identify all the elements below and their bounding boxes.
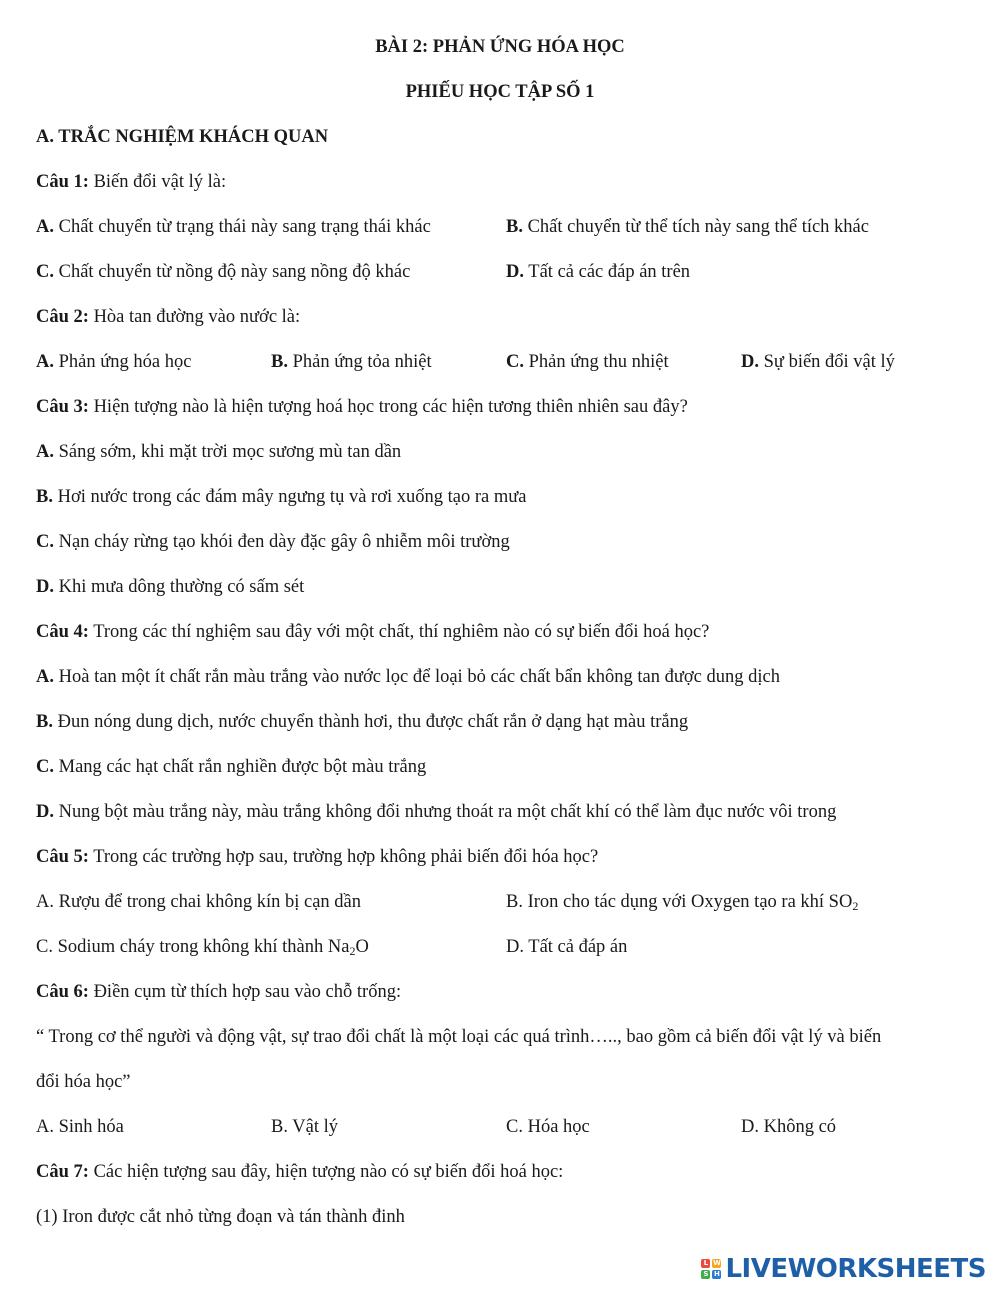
q6-option-a[interactable]: A. Sinh hóa xyxy=(36,1117,124,1137)
q3-option-d[interactable]: D. Khi mưa dông thường có sấm sét xyxy=(36,577,305,597)
q5-option-b[interactable]: B. Iron cho tác dụng với Oxygen tạo ra khí $SO_2$ xyxy=(506,892,859,913)
q4-option-a[interactable]: A. Hoà tan một ít chất rắn màu trắng vào nước lọc để loại bỏ các chất bẩn không tan được dung dịch xyxy=(36,667,780,687)
question-label: Câu 1: xyxy=(36,172,89,192)
question-text: Biến đổi vật lý là: xyxy=(88,172,227,192)
question-1 xyxy=(36,171,226,193)
section-heading: A. TRẮC NGHIỆM KHÁCH QUAN xyxy=(36,127,329,147)
question-3: Câu 3: Hiện tượng nào là hiện tượng hoá học trong các hiện tương thiên nhiên sau đây? xyxy=(36,397,688,417)
question-7: Câu 7: Các hiện tượng sau đây, hiện tượng nào có sự biến đổi hoá học: xyxy=(36,1162,564,1182)
q1-option-d[interactable]: D. Tất cả các đáp án trên xyxy=(506,262,691,282)
q6-quote-line-2: đổi hóa học” xyxy=(36,1072,131,1092)
q1-option-b[interactable]: B. Chất chuyển từ thể tích này sang thể tích khác xyxy=(506,217,869,237)
q4-option-d[interactable]: D. Nung bột màu trắng này, màu trắng không đổi nhưng thoát ra một chất khí có thể làm đục nước vôi trong xyxy=(36,802,837,822)
q3-option-a[interactable]: A. Sáng sớm, khi mặt trời mọc sương mù tan dần xyxy=(36,442,402,462)
q2-option-b[interactable]: B. Phản ứng tỏa nhiệt xyxy=(271,352,432,372)
question-2: Câu 2: Hòa tan đường vào nước là: xyxy=(36,307,301,327)
q1-option-a[interactable]: A. Chất chuyển từ trạng thái này sang trạng thái khác xyxy=(36,217,431,237)
q2-option-d[interactable]: D. Sự biến đổi vật lý xyxy=(741,352,895,372)
logo-mark-icon: L W S H xyxy=(703,1259,721,1278)
question-5: Câu 5: Trong các trường hợp sau, trường hợp không phải biến đổi hóa học? xyxy=(36,847,599,867)
q2-option-a[interactable]: A. Phản ứng hóa học xyxy=(36,352,192,372)
q6-option-b[interactable]: B. Vật lý xyxy=(271,1117,338,1137)
q6-option-d[interactable]: D. Không có xyxy=(741,1117,837,1137)
q3-option-b[interactable]: B. Hơi nước trong các đám mây ngưng tụ và rơi xuống tạo ra mưa xyxy=(36,487,527,507)
q4-option-c[interactable]: C. Mang các hạt chất rắn nghiền được bột màu trắng xyxy=(36,757,427,777)
q2-option-c[interactable]: C. Phản ứng thu nhiệt xyxy=(506,352,669,372)
liveworksheets-logo xyxy=(701,1252,986,1286)
q6-quote-line-1: “ Trong cơ thể người và động vật, sự trao đổi chất là một loại các quá trình….., bao gồm cả biến đổi vật lý và biến xyxy=(36,1027,882,1047)
q7-item-1: (1) Iron được cắt nhỏ từng đoạn và tán thành đinh xyxy=(36,1207,405,1227)
q5-option-d[interactable]: D. Tất cả đáp án xyxy=(506,937,628,957)
page-title: BÀI 2: PHẢN ỨNG HÓA HỌC xyxy=(375,37,625,57)
q6-option-c[interactable]: C. Hóa học xyxy=(506,1117,590,1137)
q3-option-c[interactable]: C. Nạn cháy rừng tạo khói đen dày đặc gây ô nhiễm môi trường xyxy=(36,532,510,552)
question-6: Câu 6: Điền cụm từ thích hợp sau vào chỗ trống: xyxy=(36,982,402,1002)
q4-option-b[interactable]: B. Đun nóng dung dịch, nước chuyển thành hơi, thu được chất rắn ở dạng hạt màu trắng xyxy=(36,712,689,732)
logo-text: LIVEWORKSHEETS xyxy=(725,1254,986,1284)
q1-option-c[interactable]: C. Chất chuyển từ nồng độ này sang nồng độ khác xyxy=(36,262,411,282)
q5-option-c[interactable]: C. Sodium cháy trong không khí thành $Na_2O$ xyxy=(36,937,369,958)
question-4: Câu 4: Trong các thí nghiệm sau đây với một chất, thí nghiêm nào có sự biến đổi hoá học? xyxy=(36,622,710,642)
q5-option-a[interactable]: A. Rượu để trong chai không kín bị cạn dần xyxy=(36,892,361,912)
worksheet-subtitle: PHIẾU HỌC TẬP SỐ 1 xyxy=(405,82,595,102)
